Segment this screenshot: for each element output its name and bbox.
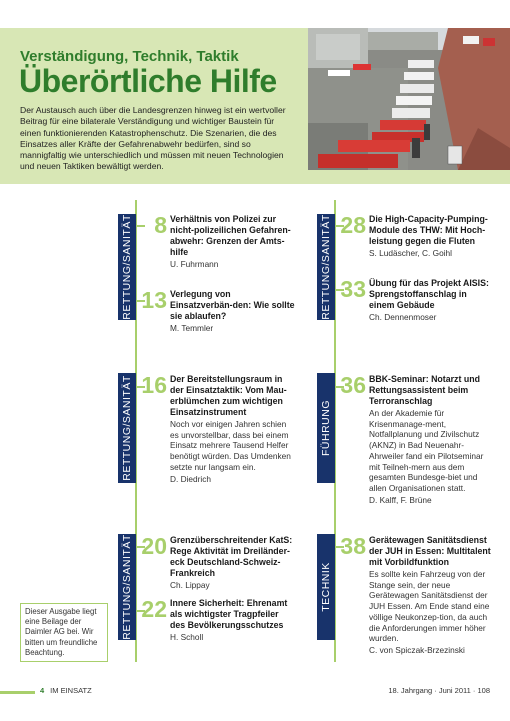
section-label-text: RETTUNG/SANITÄT <box>121 534 133 640</box>
toc-entry-title: BBK-Seminar: Notarzt und Rettungsassistent beim Terroranschlag <box>369 374 480 406</box>
section-label-left-1 <box>118 214 136 320</box>
toc-entry-title: Die High-Capacity-Pumping-Module des THW: Mit Hoch-leistung gegen die Fluten <box>369 214 488 246</box>
footer-page-number: 4 <box>40 686 45 695</box>
toc-entry-title: Verhältnis von Polizei zur nicht-polizeilichen Gefahren-abwehr: Grenzen der Amts-hilfe <box>170 214 291 257</box>
toc-entry-author: H. Scholl <box>170 632 204 642</box>
intro-text: Der Austausch auch über die Landesgrenzen hinweg ist ein wertvoller Beitrag für eine bilaterale Verständigung und wichtiger Baustein für einen funktionierenden Katastrophenschutz. Die Szenarien, die des Einsatzes aller Kräfte der Gefahrenabwehr bedürfen, sind so mannigfaltig wie unterschiedlich und müssen mit neuen Technologien und neuen Taktiken bewältigt werden. <box>20 105 286 172</box>
section-label-left-3 <box>118 534 136 640</box>
section-label-left-2 <box>118 373 136 483</box>
toc-entry-title: Gerätewagen Sanitätsdienst der JUH in Essen: Multitalent mit Vorbildfunktion <box>369 535 491 567</box>
toc-page-number: 13 <box>141 287 167 313</box>
section-label-right-3 <box>317 534 335 640</box>
toc-entry-author: D. Kalff, F. Brüne <box>369 494 432 505</box>
toc-entry-author: M. Temmler <box>170 323 214 333</box>
toc-entry-author: D. Diedrich <box>170 473 212 484</box>
toc-entry-title: Verlegung von Einsatzverbän-den: Wie sollte sie ablaufen? <box>170 289 295 321</box>
section-label-right-2 <box>317 373 335 483</box>
toc-entry-title: Der Bereitstellungsraum in der Einsatztaktik: Vom Mau-erblümchen zum wichtigen Einsatzinstrument <box>170 374 287 417</box>
header-photo <box>308 28 510 170</box>
toc-entry-title: Grenzüberschreitender KatS: Rege Aktivität im Dreiländer-eck Deutschland-Schweiz-Frankreich <box>170 535 293 578</box>
footer-magazine-name: IM EINSATZ <box>50 686 92 695</box>
toc-entry-teaser: Es sollte kein Fahrzeug von der Stange sein, der neue Gerätewagen Sanitätsdienst der JUH Essen. Am Ende stand eine völlige Neukonzep-tion, da auch die Anforderungen immer höher wurden. <box>369 569 490 644</box>
section-label-text: RETTUNG/SANITÄT <box>121 375 133 481</box>
toc-entry-teaser: An der Akademie für Krisenmanage-ment, Notfallplanung und Zivilschutz (AKNZ) in Bad Neuenahr-Ahrweiler fand ein Pilotseminar mit Teilneh-mern aus dem gesamten Bundesge-biet und allen Organisationen statt. <box>369 408 484 493</box>
toc-page-number: 8 <box>154 212 167 238</box>
supplement-note: Dieser Ausgabe liegt eine Beilage der Daimler AG bei. Wir bitten um freundliche Beachtung. <box>20 603 108 662</box>
footer-left <box>40 686 92 695</box>
section-label-text: RETTUNG/SANITÄT <box>121 214 133 320</box>
footer-accent-bar <box>0 691 35 694</box>
toc-entry-author: S. Ludäscher, C. Goihl <box>369 248 453 258</box>
toc-entry-author: C. von Spiczak-Brzezinski <box>369 644 465 655</box>
toc-page-number: 22 <box>141 596 167 622</box>
toc-entry-title: Übung für das Projekt AISIS: Sprengstoffanschlag in einem Gebäude <box>369 278 489 310</box>
toc-entry-author: U. Fuhrmann <box>170 259 219 269</box>
toc-page-number: 16 <box>141 372 167 398</box>
page-title: Überörtliche Hilfe <box>19 63 277 99</box>
toc-entry-teaser: Noch vor einigen Jahren schien es unvorstellbar, dass bei einem Einsatz mehrere Tausend Helfer benötigt würden. Das Umdenken setzte nur langsam ein. <box>170 419 291 472</box>
section-label-right-1 <box>317 214 335 320</box>
section-label-text: RETTUNG/SANITÄT <box>320 214 332 320</box>
toc-entry-author: Ch. Lippay <box>170 580 210 590</box>
toc-entry-title: Innere Sicherheit: Ehrenamt als wichtigster Tragpfeiler des Bevölkerungsschutzes <box>170 598 288 630</box>
toc-page-number: 38 <box>340 533 366 559</box>
toc-page-number: 33 <box>340 276 366 302</box>
section-label-text: FÜHRUNG <box>320 400 332 456</box>
toc-page-number: 36 <box>340 372 366 398</box>
footer-issue-info: 18. Jahrgang · Juni 2011 · 108 <box>388 686 490 695</box>
header-kicker: Verständigung, Technik, Taktik <box>20 48 239 65</box>
toc-page-number: 28 <box>340 212 366 238</box>
toc-entry-author: Ch. Dennenmoser <box>369 312 437 322</box>
toc-page-number: 20 <box>141 533 167 559</box>
section-label-text: TECHNIK <box>320 562 332 612</box>
